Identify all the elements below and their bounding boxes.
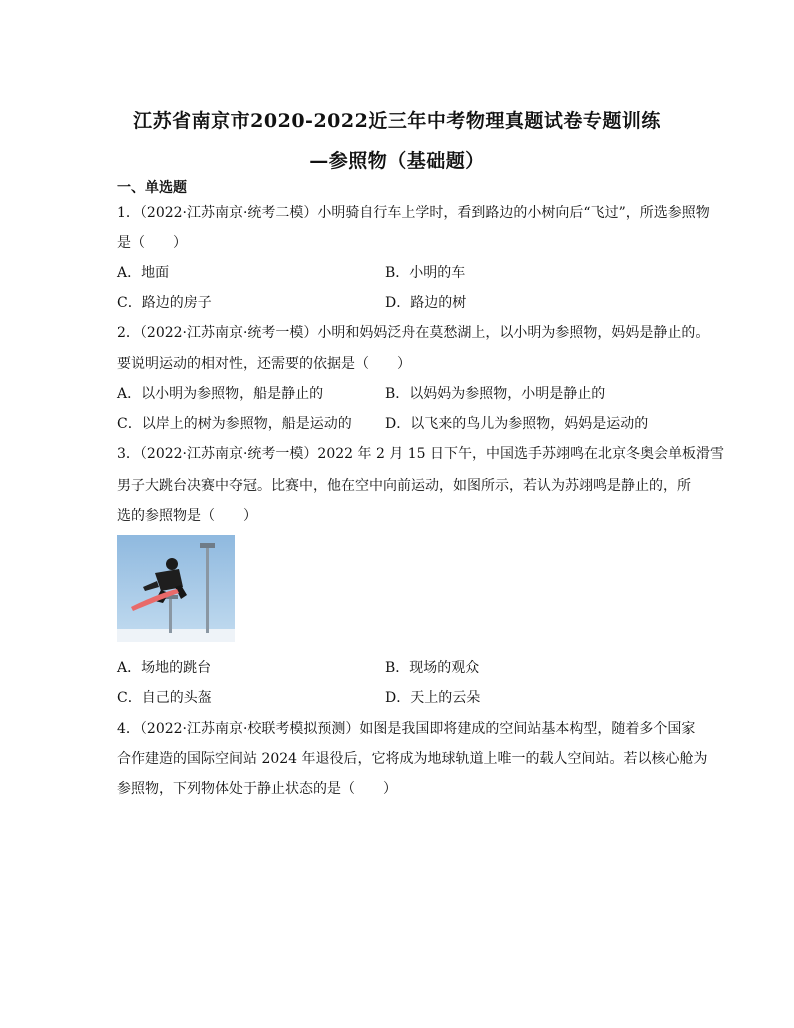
q1-option-d: D．路边的树 [385,295,467,311]
q1-option-a: A．地面 [117,265,170,281]
q2-option-d: D．以飞来的鸟儿为参照物，妈妈是运动的 [385,416,649,432]
q2-option-a: A．以小明为参照物，船是静止的 [117,386,324,402]
q2-stem-line-2: 要说明运动的相对性，还需要的依据是（ ） [117,356,411,372]
q2-option-c: C．以岸上的树为参照物，船是运动的 [117,416,352,432]
q3-option-c: C．自己的头盔 [117,690,212,706]
q4-stem-line-2: 合作建造的国际空间站 2024 年退役后，它将成为地球轨道上唯一的载人空间站。若以核心舱为 [117,751,708,767]
q3-stem-line-1: 3．（2022·江苏南京·统考一模）2022 年 2 月 15 日下午，中国选手苏翊鸣在北京冬奥会单板滑雪 [117,446,725,462]
doc-subtitle: —参照物（基础题） [309,150,485,172]
section-heading: 一、单选题 [117,180,187,196]
q1-stem-line-2: 是（ ） [117,235,187,251]
q4-stem-line-3: 参照物，下列物体处于静止状态的是（ ） [117,781,397,797]
q3-option-a: A．场地的跳台 [117,660,212,676]
q3-option-b: B．现场的观众 [385,660,480,676]
q3-stem-line-3: 选的参照物是（ ） [117,508,257,524]
q3-stem-line-2: 男子大跳台决赛中夺冠。比赛中，他在空中向前运动，如图所示，若认为苏翊鸣是静止的，所 [117,478,691,494]
q2-option-b: B．以妈妈为参照物，小明是静止的 [385,386,606,402]
q1-option-b: B．小明的车 [385,265,466,281]
q1-option-c: C．路边的房子 [117,295,212,311]
q3-option-d: D．天上的云朵 [385,690,481,706]
doc-title: 江苏省南京市2020-2022近三年中考物理真题试卷专题训练 [133,110,661,132]
snowboarder-photo [117,535,235,642]
q2-stem-line-1: 2．（2022·江苏南京·统考一模）小明和妈妈泛舟在莫愁湖上，以小明为参照物，妈妈是静止的。 [117,325,710,341]
q1-stem-line-1: 1．（2022·江苏南京·统考二模）小明骑自行车上学时，看到路边的小树向后“飞过”，所选参照物 [117,205,710,221]
q4-stem-line-1: 4．（2022·江苏南京·校联考模拟预测）如图是我国即将建成的空间站基本构型，随着多个国家 [117,721,696,737]
